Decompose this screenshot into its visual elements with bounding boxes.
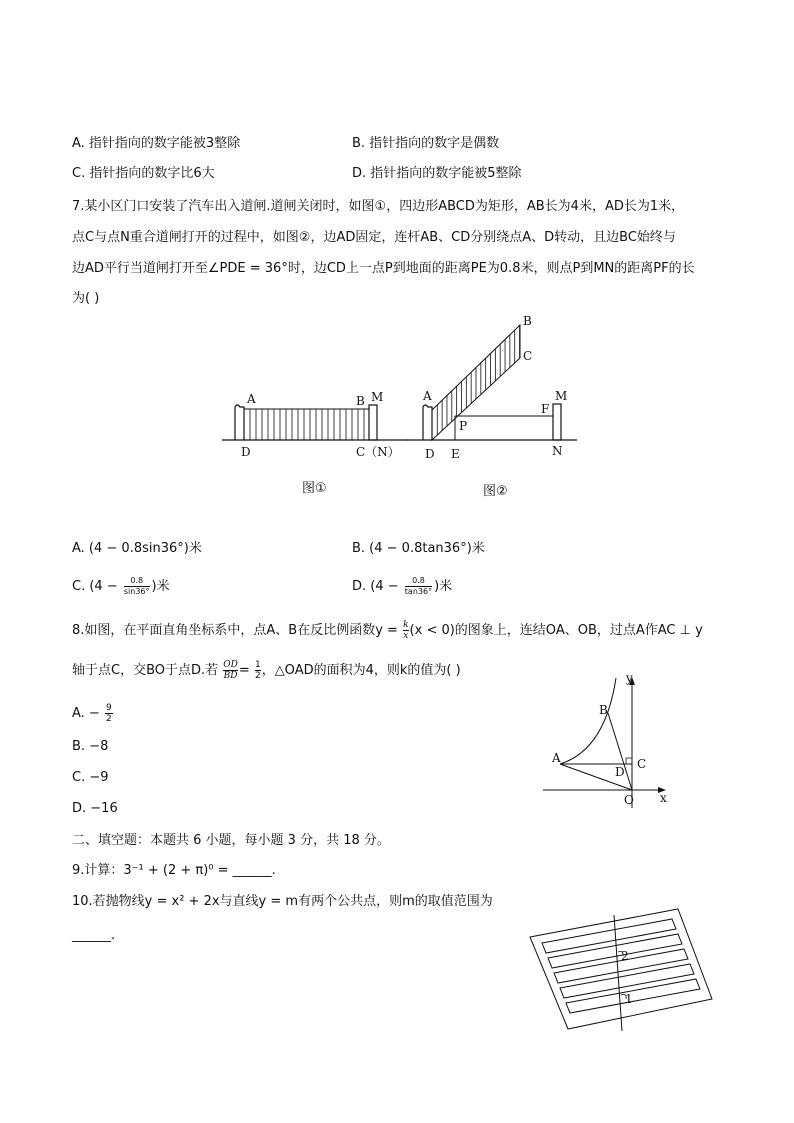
q8fig-label-b: B: [599, 703, 608, 717]
q8fig-label-x: x: [660, 791, 667, 805]
q8-line-2: 轴于点C，交BO于点D.若 $\frac{OD}{BD}$ = $\frac{1}{2}$ ，△OAD的面积为4，则k的值为( ): [72, 660, 461, 681]
q8fig-label-o: O: [624, 793, 634, 807]
fig2-label-d: D: [425, 447, 435, 461]
q6-option-a: A. 指针指向的数字能被3整除: [72, 136, 241, 151]
section-2-heading: 二、填空题：本题共 6 小题，每小题 3 分，共 18 分。: [72, 833, 390, 848]
q7-option-b: B. (4 − 0.8tan36°)米: [352, 541, 485, 556]
q8-figure: [540, 668, 675, 818]
q11fig-label-2: 2: [621, 949, 629, 963]
q8-option-a: A. − $\frac{9}{2}$: [72, 703, 112, 724]
q8fig-label-d: D: [615, 765, 625, 779]
fig2-label-a: A: [423, 389, 432, 403]
fig2-caption: 图②: [483, 484, 508, 499]
fig2-label-c: C: [523, 349, 533, 363]
q6-option-b: B. 指针指向的数字是偶数: [352, 136, 500, 151]
q11-figure: [526, 905, 716, 1035]
q7-option-a: A. (4 − 0.8sin36°)米: [72, 541, 202, 556]
q9-text: 9.计算：3⁻¹ + (2 + π)⁰ = ______.: [72, 863, 276, 878]
fig1-label-m: M: [371, 390, 384, 404]
fig2-label-e: E: [451, 447, 460, 461]
q8-option-d: D. −16: [72, 801, 118, 816]
q10-line-1: 10.若抛物线y = x² + 2x与直线y = m有两个公共点，则m的取值范围为: [72, 894, 493, 909]
q6-option-d: D. 指针指向的数字能被5整除: [352, 166, 522, 181]
q7-figure-1: [220, 385, 410, 500]
q7-line-2: 点C与点N重合道闸打开的过程中，如图②，边AD固定，连杆AB、CD分别绕点A、D转动，且边BC始终与: [72, 230, 676, 245]
fig1-label-d: D: [241, 445, 251, 459]
q8fig-label-y: y: [626, 671, 633, 685]
q8-option-b: B. −8: [72, 739, 109, 754]
q8fig-label-c: C: [637, 757, 647, 771]
q7-figure-2: [405, 310, 585, 505]
q7-line-1: 7.某小区门口安装了汽车出入道闸.道闸关闭时，如图①，四边形ABCD为矩形，AB长为4米，AD长为1米，: [72, 199, 685, 214]
fig2-label-p: P: [459, 419, 468, 433]
fig1-label-cn: C（N）: [356, 445, 400, 459]
q6-option-c: C. 指针指向的数字比6大: [72, 166, 215, 181]
fig1-caption: 图①: [302, 481, 327, 496]
fig2-label-n: N: [552, 444, 563, 458]
q11fig-label-1: 1: [625, 992, 633, 1006]
fig1-label-b: B: [356, 394, 365, 408]
q8-option-c: C. −9: [72, 770, 109, 785]
fig2-label-b: B: [523, 314, 532, 328]
q7-line-3: 边AD平行当道闸打开至∠PDE = 36°时，边CD上一点P到地面的距离PE为0.8米，则点P到MN的距离PF的长: [72, 261, 695, 276]
q7-option-c: C. (4 − $\frac{0.8}{\sin 36^\circ}$ )米: [72, 576, 170, 596]
fig1-label-a: A: [247, 392, 256, 406]
fig2-label-m: M: [555, 389, 568, 403]
fig2-label-f: F: [541, 402, 550, 416]
q10-line-2: ______.: [72, 928, 116, 943]
q7-option-d: D. (4 − $\frac{0.8}{\tan 36^\circ}$ )米: [352, 576, 453, 596]
q8-line-1: 8.如图，在平面直角坐标系中，点A、B在反比例函数y = $\frac{k}{x}$ (x < 0)的图象上，连结OA、OB，过点A作AC ⊥ y: [72, 620, 703, 641]
q8fig-label-a: A: [552, 751, 561, 765]
q7-line-4: 为( ): [72, 291, 100, 306]
